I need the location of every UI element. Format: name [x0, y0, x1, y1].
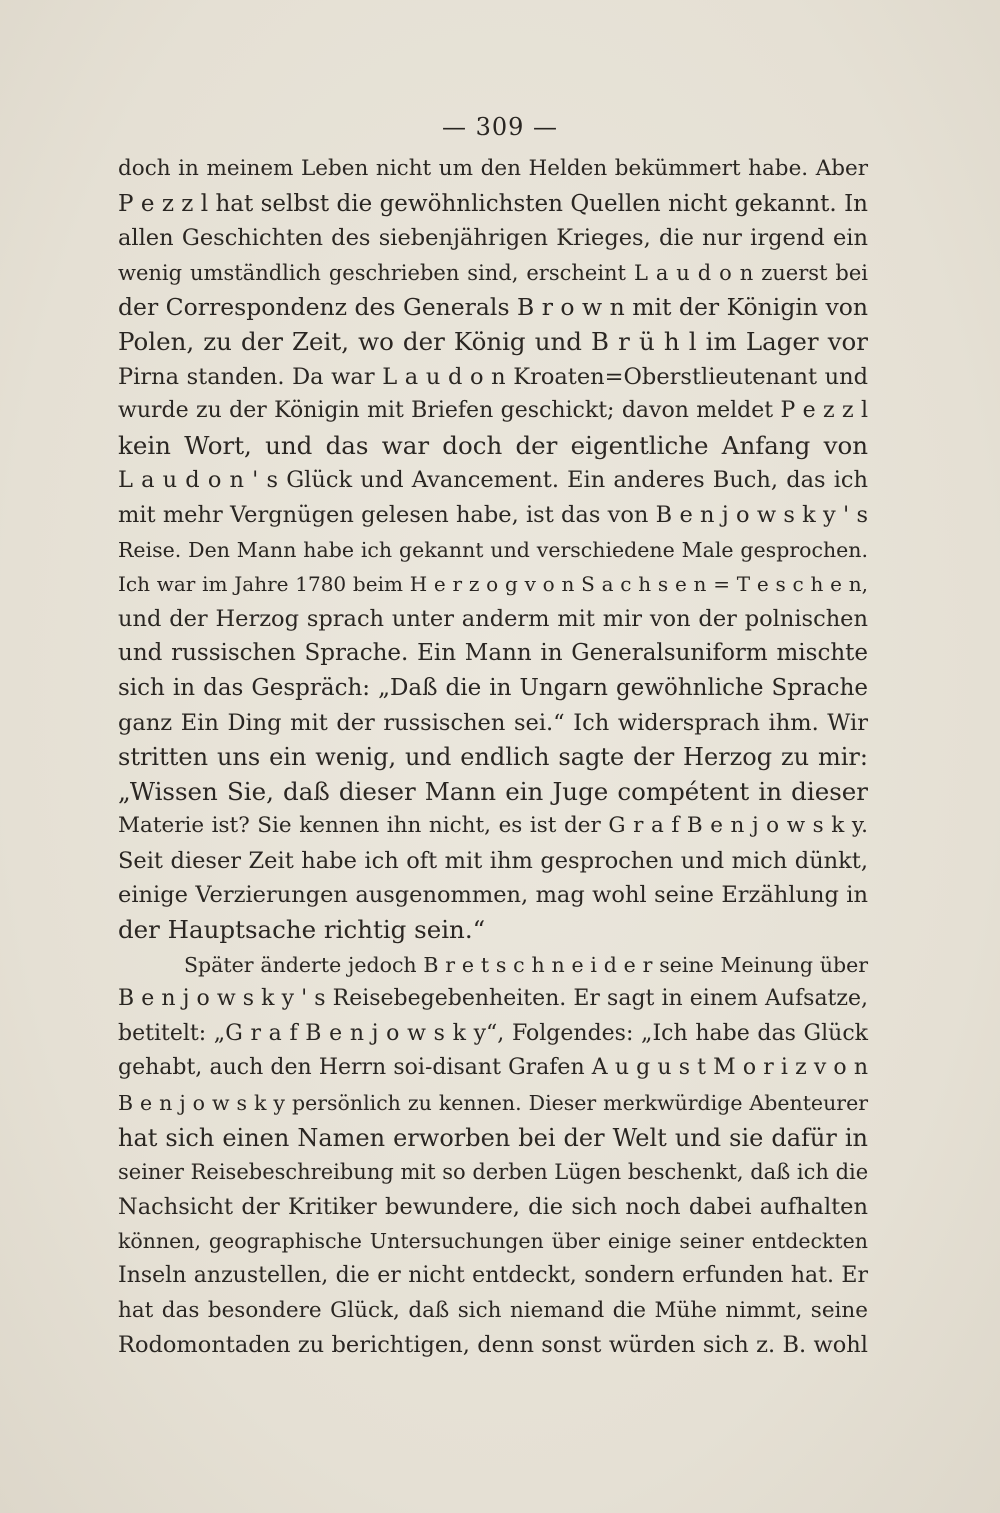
text-line: P e z z l hat selbst die gewöhnlichsten Quellen nicht gekannt. In — [118, 190, 868, 217]
text-line: Inseln anzustellen, die er nicht entdeckt, sondern erfunden hat. Er — [118, 1263, 868, 1288]
text-line: hat das besondere Glück, daß sich niemand die Mühe nimmt, seine — [118, 1297, 868, 1323]
text-line: Nachsicht der Kritiker bewundere, die sich noch dabei aufhalten — [118, 1193, 868, 1220]
text-line: betitelt: „G r a f B e n j o w s k y“, Folgendes: „Ich habe das Glück — [118, 1020, 868, 1046]
text-line: wurde zu der Königin mit Briefen geschickt; davon meldet P e z z l — [118, 398, 868, 424]
text-line: B e n j o w s k y ' s Reisebegebenheiten. Er sagt in einem Aufsatze, — [118, 986, 868, 1012]
text-line: allen Geschichten des siebenjährigen Krieges, die nur irgend ein — [118, 225, 868, 252]
text-line: gehabt, auch den Herrn soi-disant Grafen A u g u s t M o r i z v o n — [118, 1055, 868, 1081]
text-line: „Wissen Sie, daß dieser Mann ein Juge compétent in dieser — [118, 776, 868, 806]
text-line: Seit dieser Zeit habe ich oft mit ihm gesprochen und mich dünkt, — [118, 847, 868, 874]
text-line: der Hauptsache richtig sein.“ — [118, 915, 486, 945]
text-line: Reise. Den Mann habe ich gekannt und verschiedene Male gesprochen. — [118, 537, 868, 562]
text-line: L a u d o n ' s Glück und Avancement. Ein anderes Buch, das ich — [118, 467, 868, 494]
text-line: einige Verzierungen ausgenommen, mag wohl seine Erzählung in — [118, 882, 868, 909]
text-line: Später änderte jedoch B r e t s c h n e i d e r seine Meinung über — [184, 952, 868, 977]
text-line: wenig umständlich geschrieben sind, erscheint L a u d o n zuerst bei — [118, 260, 868, 285]
text-line: stritten uns ein wenig, und endlich sagte der Herzog zu mir: — [118, 743, 868, 772]
text-line: Materie ist? Sie kennen ihn nicht, es ist der G r a f B e n j o w s k y. — [118, 813, 868, 839]
text-line: ganz Ein Ding mit der russischen sei.“ Ich widersprach ihm. Wir — [118, 709, 868, 736]
body-text — [118, 152, 868, 1363]
text-line: kein Wort, und das war doch der eigentliche Anfang von — [118, 430, 868, 460]
text-line: und der Herzog sprach unter anderm mit mir von der polnischen — [118, 605, 868, 632]
text-line: hat sich einen Namen erworben bei der Welt und sie dafür in — [118, 1123, 868, 1152]
text-line: Ich war im Jahre 1780 beim H e r z o g v o n S a c h s e n = T e s c h e n, — [118, 572, 868, 597]
text-line: Polen, zu der Zeit, wo der König und B r ü h l im Lager vor — [118, 326, 868, 356]
text-line: mit mehr Vergnügen gelesen habe, ist das von B e n j o w s k y ' s — [118, 501, 868, 528]
text-line: doch in meinem Leben nicht um den Helden bekümmert habe. Aber — [118, 156, 868, 181]
text-line: können, geographische Untersuchungen über einige seiner entdeckten — [118, 1229, 868, 1254]
text-line: sich in das Gespräch: „Daß die in Ungarn gewöhnliche Sprache — [118, 674, 868, 701]
page-number: — 309 — — [441, 113, 559, 141]
text-line: seiner Reisebeschreibung mit so derben Lügen beschenkt, daß ich die — [118, 1160, 869, 1185]
text-line: der Correspondenz des Generals B r o w n mit der Königin von — [118, 293, 869, 322]
text-line: B e n j o w s k y persönlich zu kennen. Dieser merkwürdige Abenteurer — [118, 1091, 868, 1116]
text-line: Pirna standen. Da war L a u d o n Kroaten=Oberstlieutenant und — [118, 363, 868, 390]
text-line: und russischen Sprache. Ein Mann in Generalsuniform mischte — [118, 640, 868, 667]
text-line: Rodomontaden zu berichtigen, denn sonst würden sich z. B. wohl — [118, 1332, 868, 1359]
